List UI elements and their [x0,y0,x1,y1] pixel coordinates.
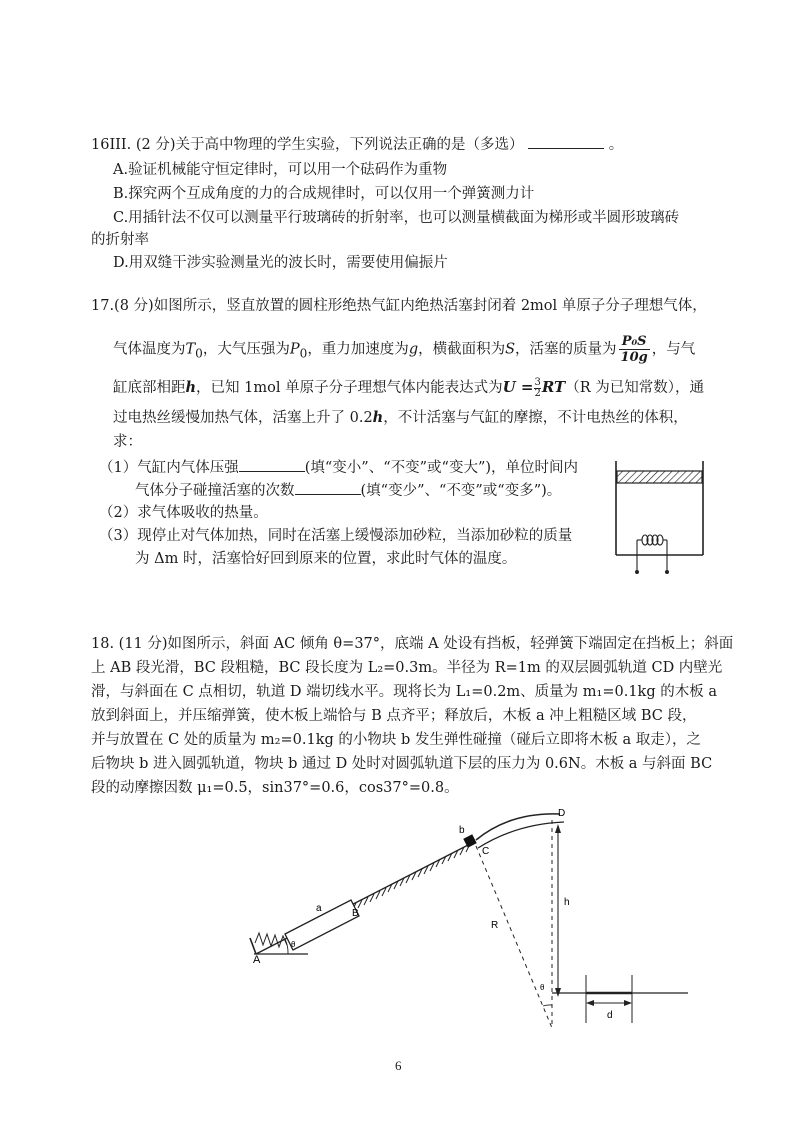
label-board-a: a [316,903,322,914]
stopper-plate [250,938,256,954]
q16-option-c-cont: 的折射率 [91,232,149,248]
piston-mass-fraction: $\frac{\text{P₀S}}{10g}$ [620,334,648,365]
q17-sub1-line1: （1）气缸内气体压强 (填“变小”、“不变”或“变大”)，单位时间内 [99,457,578,478]
q17-line5: 求： [113,434,142,450]
q18-line4: 放到斜面上，并压缩弹簧，使木板上端恰与 B 点齐平；释放后，木板 a 冲上粗糙区域 BC 段， [91,708,697,724]
label-d-point: D [558,808,566,819]
label-height: h [564,897,570,908]
arrow-right-icon [624,1000,632,1006]
q16-option-b: B.探究两个互成角度的力的合成规律时，可以仅用一个弹簧测力计 [113,186,535,202]
label-b-point: B [352,908,359,919]
label-c-point: C [482,846,490,857]
q17-sub1-line2: 气体分子碰撞活塞的次数 (填“变少”、“不变”或“变多”)。 [135,480,561,501]
label-radius: R [491,920,499,931]
angle-arc-o [543,1005,552,1006]
q17-line3: 缸底部相距h，已知 1mol 单原子分子理想气体内能表达式为U = $\frac{3}{2}RT(R$ 为已知常数），通 [113,376,705,399]
energy-fraction: $\frac{3}{2}$ [534,376,541,399]
q16-stem: 16III. (2 分)关于高中物理的学生实验，下列说法正确的是（多选） 。 [91,134,623,155]
terminal-left [635,570,639,574]
label-a-point: A [253,954,261,966]
q16-option-a: A.验证机械能守恒定律时，可以用一个砝码作为重物 [113,162,448,178]
q17-collision-blank[interactable] [295,480,361,495]
q17-pressure-blank[interactable] [239,457,305,472]
label-theta-a: θ [291,940,296,949]
piston [617,471,702,483]
q16-option-c: C.用插针法不仅可以测量平行玻璃砖的折射率，也可以测量横截面为梯形或半圆形玻璃砖 [113,210,680,226]
q17-sub2: （2）求气体吸收的热量。 [99,505,268,521]
incline-hatching [352,844,470,911]
q16-answer-blank[interactable] [528,134,604,149]
incline-track-diagram [240,800,690,1045]
q18-line3: 滑，与斜面在 C 点相切，轨道 D 端切线水平。现将长为 L₁=0.2m、质量为 m₁=0.1kg 的木板 a [91,684,717,700]
page-number: 6 [395,1058,402,1073]
q18-line5: 并与放置在 C 处的质量为 m₂=0.1kg 的小物块 b 发生弹性碰撞（碰后立即将木板 a 取走），之 [91,732,701,748]
arrow-left-icon [586,1000,594,1006]
q16-option-d: D.用双缝干涉实验测量光的波长时，需要使用偏振片 [113,255,448,271]
q17-line2: 气体温度为$T_0$，大气压强为$P_0$，重力加速度为g，横截面积为S，活塞的质量为 $\frac{\text{P₀S}}{10g}$ ，与气 [113,334,696,365]
cylinder-figure [610,455,710,583]
q18-line7: 段的动摩擦因数 μ₁=0.5，sin37°=0.6，cos37°=0.8。 [91,780,459,796]
q17-line4: 过电热丝缓慢加热气体，活塞上升了 0.2h，不计活塞与气缸的摩擦，不计电热丝的体积， [113,409,688,426]
heating-wire-icon [637,535,667,570]
q18-line2: 上 AB 段光滑，BC 段粗糙，BC 段长度为 L₂=0.3m。半径为 R=1m 的双层圆弧轨道 CD 内壁光 [91,660,723,676]
arc-cd-inner [478,822,564,848]
q18-line6: 后物块 b 进入圆弧轨道，物块 b 通过 D 处时对圆弧轨道下层的压力为 0.6N。木板 a 与斜面 BC [91,756,713,772]
q18-line1: 18. (11 分)如图所示，斜面 AC 倾角 θ=37°，底端 A 处设有挡板，轻弹簧下端固定在挡板上；斜面 [91,636,734,652]
label-distance: d [607,1010,613,1021]
arc-cd-outer [476,814,560,840]
radius-oc [476,846,552,1028]
q17-line1: 17.(8 分)如图所示，竖直放置的圆柱形绝热气缸内绝热活塞封闭着 2mol 单原子分子理想气体， [91,298,707,314]
label-block-b: b [459,825,465,836]
q17-sub3-line1: （3）现停止对气体加热，同时在活塞上缓慢添加砂粒，当添加砂粒的质量 [99,528,573,544]
arrow-up-icon [555,824,561,833]
label-theta-o: θ [540,983,545,992]
q17-sub3-line2: 为 Δm 时，活塞恰好回到原来的位置，求此时气体的温度。 [135,551,517,567]
terminal-right [665,570,669,574]
board-a [285,900,359,950]
